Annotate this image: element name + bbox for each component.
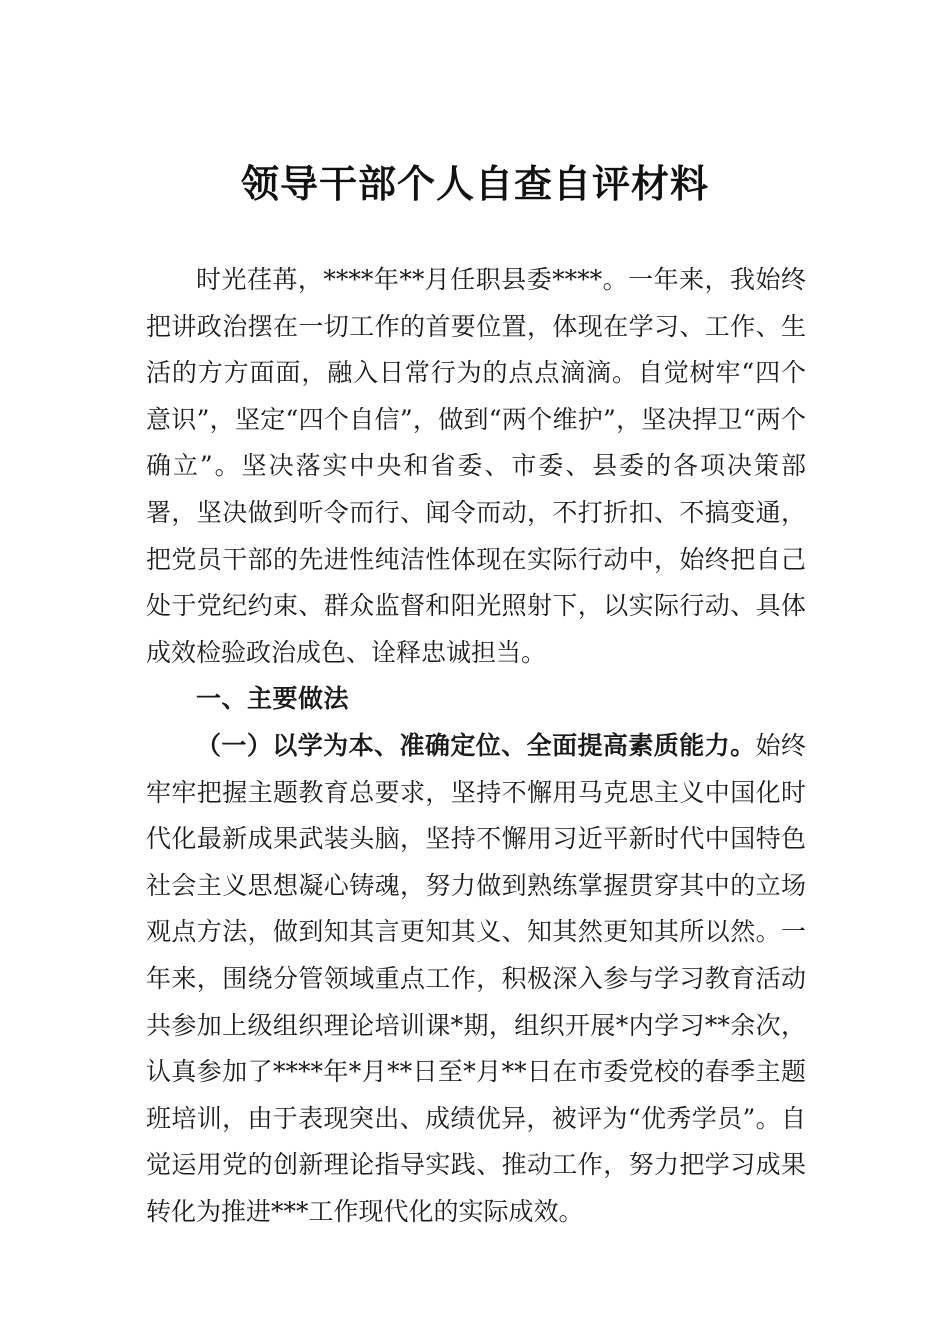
subsection-lead-in: （一）以学为本、准确定位、全面提高素质能力。: [196, 730, 756, 760]
subsection-text: 始终牢牢把握主题教育总要求，坚持不懈用马克思主义中国化时代化最新成果武装头脑，坚持不懈用习近平新时代中国特色社会主义思想凝心铸魂，努力做到熟练掌握贯穿其中的立场观点方法，做到知其言更知其义、知其然更知其所以然。一年来，围绕分管领域重点工作，积极深入参与学习教育活动共参加上级组织理论培训课*期，组织开展*内学习**余次，认真参加了****年*月**日至*月**日在市委党校的春季主题班培训，由于表现突出、成绩优异，被评为“优秀学员”。自觉运用党的创新理论指导实践、推动工作，努力把学习成果转化为推进***工作现代化的实际成效。: [146, 730, 806, 1226]
intro-paragraph: 时光荏苒，****年**月任职县委****。一年来，我始终把讲政治摆在一切工作的首要位置，体现在学习、工作、生活的方方面面，融入日常行为的点点滴滴。自觉树牢“四个意识”，坚定“四个自信”，做到“两个维护”，坚决捍卫“两个确立”。坚决落实中央和省委、市委、县委的各项决策部署，坚决做到听令而行、闻令而动，不打折扣、不搞变通，把党员干部的先进性纯洁性体现在实际行动中，始终把自己处于党纪约束、群众监督和阳光照射下，以实际行动、具体成效检验政治成色、诠释忠诚担当。: [146, 265, 806, 667]
document-body: [146, 257, 806, 1235]
subsection-paragraph-study: [146, 723, 806, 1236]
document-title: 领导干部个人自查自评材料: [240, 161, 709, 206]
section-heading-main-practices: 一、主要做法: [196, 684, 350, 714]
